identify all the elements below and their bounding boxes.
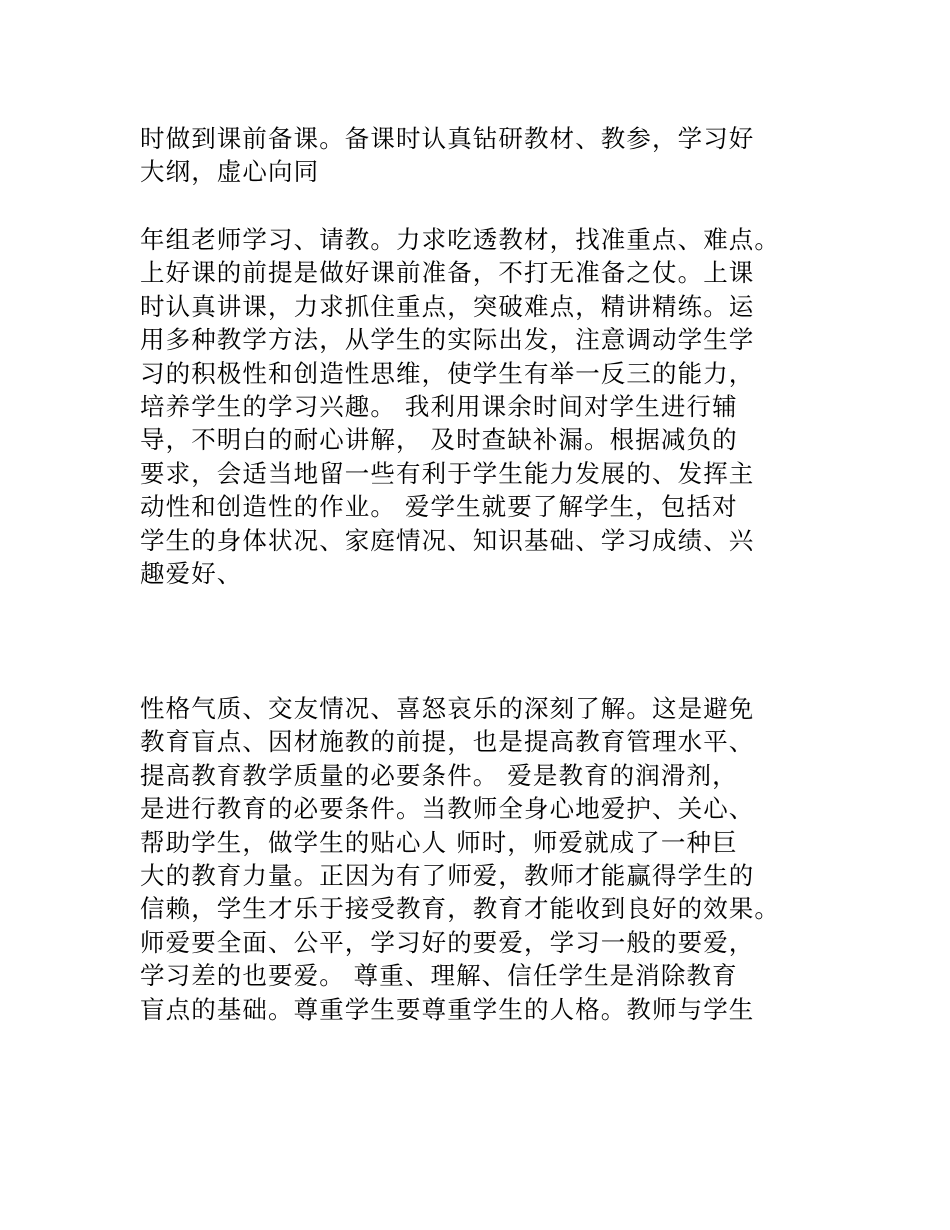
text-line: 学生的身体状况、家庭情况、知识基础、学习成绩、兴 (140, 525, 755, 555)
text-line: 性格气质、交友情况、喜怒哀乐的深刻了解。这是避免 (140, 694, 755, 723)
text-line: 时做到课前备课。备课时认真钻研教材、教参，学习好 (140, 124, 755, 153)
paragraph-2 (140, 223, 780, 590)
text-line: 培养学生的学习兴趣。 我利用课余时间对学生进行辅 (140, 391, 738, 421)
text-line: 动性和创造性的作业。 爱学生就要了解学生，包括对 (140, 492, 738, 522)
text-line: 提高教育教学质量的必要条件。 爱是教育的润滑剂， (140, 760, 738, 790)
text-line: 大纲，虚心向同 (140, 157, 320, 187)
text-line: 盲点的基础。尊重学生要尊重学生的人格。教师与学生 (140, 994, 755, 1024)
text-line: 大的教育力量。正因为有了师爱，教师才能赢得学生的 (140, 860, 755, 890)
text-line: 师爱要全面、公平，学习好的要爱，学习一般的要爱， (140, 927, 755, 957)
paragraph-3 (140, 692, 780, 1026)
text-line: 趣爱好、 (140, 558, 243, 588)
text-line: 导，不明白的耐心讲解， 及时查缺补漏。根据减负的 (140, 425, 738, 455)
text-line: 帮助学生，做学生的贴心人 师时，师爱就成了一种巨 (140, 827, 738, 857)
text-line: 年组老师学习、请教。力求吃透教材，找准重点、难点。 (140, 225, 780, 254)
text-line: 学习差的也要爱。 尊重、理解、信任学生是消除教育 (140, 961, 738, 991)
text-line: 时认真讲课，力求抓住重点，突破难点，精讲精练。运 (140, 291, 755, 321)
text-line: 上好课的前提是做好课前准备，不打无准备之仗。上课 (140, 258, 755, 288)
text-line: 教育盲点、因材施教的前提，也是提高教育管理水平、 (140, 727, 755, 757)
text-line: 习的积极性和创造性思维，使学生有举一反三的能力， (140, 358, 755, 388)
paragraph-1 (140, 122, 754, 189)
text-line: 用多种教学方法，从学生的实际出发，注意调动学生学 (140, 325, 755, 355)
text-line: 是进行教育的必要条件。当教师全身心地爱护、关心、 (140, 794, 755, 824)
text-line: 信赖，学生才乐于接受教育，教育才能收到良好的效果。 (140, 894, 780, 924)
text-line: 要求，会适当地留一些有利于学生能力发展的、发挥主 (140, 458, 755, 488)
